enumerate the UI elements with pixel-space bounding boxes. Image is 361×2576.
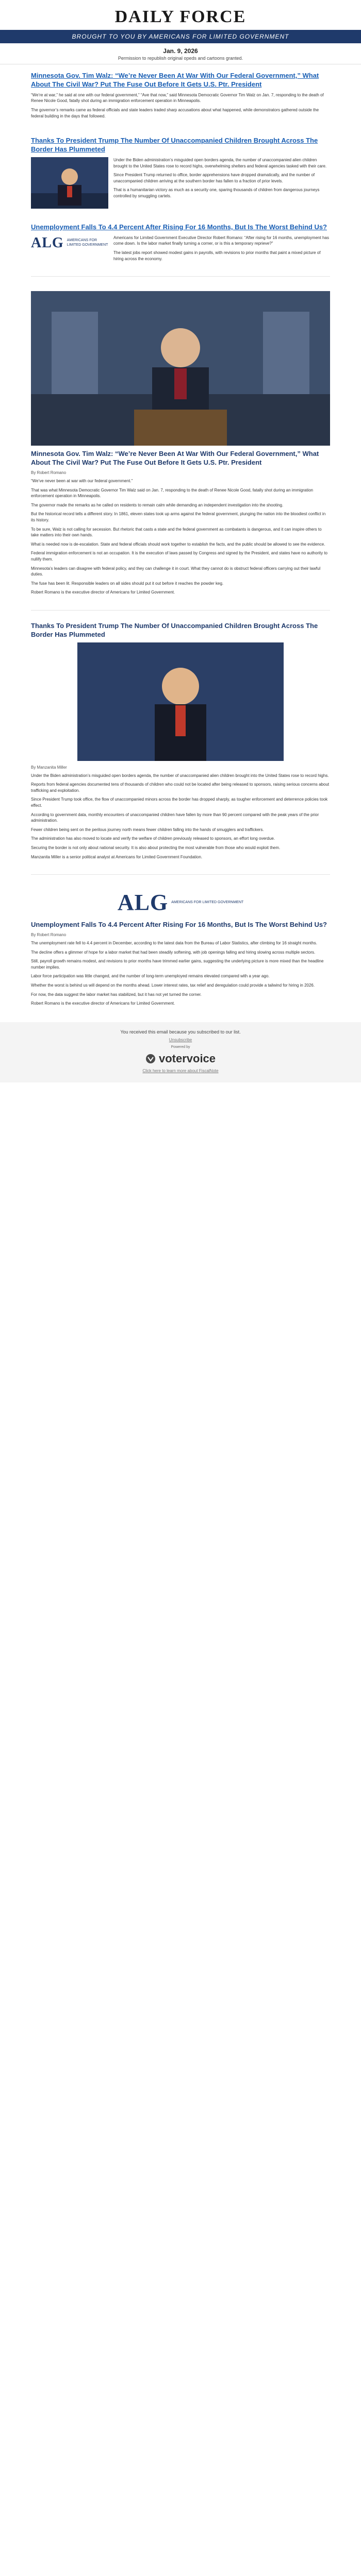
article-children-byline: By Manzanita Miller xyxy=(31,765,67,770)
summary-unemployment xyxy=(0,216,361,272)
summary-children-title[interactable]: Thanks To President Trump The Number Of Unaccompanied Children Brought Across The Border Has Plummeted xyxy=(31,137,318,154)
tagline-banner: BROUGHT TO YOU BY AMERICANS FOR LIMITED GOVERNMENT xyxy=(0,30,361,43)
email-footer xyxy=(0,1022,361,1082)
votervoice-icon xyxy=(145,1054,156,1064)
fiscalnote-link[interactable]: Click here to learn more about FiscalNote xyxy=(142,1068,219,1073)
paragraph: The decline offers a glimmer of hope for a labor market that had been steadily softening, with job openings falling and hiring slowing across multiple sectors. xyxy=(31,950,316,955)
paragraph: The governor made the remarks as he called on residents to remain calm while demanding an independent investigation into the shooting. xyxy=(31,502,284,507)
paragraph: For now, the data suggest the labor market has stabilized, but it has not yet turned the corner. xyxy=(31,992,202,997)
permission-note: Permission to republish original opeds and cartoons granted. xyxy=(118,56,243,61)
article-unemployment xyxy=(0,879,361,1017)
unsubscribe-link[interactable]: Unsubscribe xyxy=(169,1037,192,1042)
alg-subtitle: AMERICANS FOR LIMITED GOVERNMENT xyxy=(171,900,244,904)
paragraph: Since President Trump took office, the flow of unaccompanied minors across the border has dropped sharply, as tougher enforcement and deterrence policies took effect. xyxy=(31,797,328,808)
article-children xyxy=(0,615,361,870)
summary-unemployment-title[interactable]: Unemployment Falls To 4.4 Percent After Rising For 16 Months, But Is The Worst Behind Us? xyxy=(31,223,327,231)
divider xyxy=(31,610,330,611)
powered-by-label: Powered by xyxy=(171,1045,190,1049)
paragraph: Americans for Limited Government Executive Director Robert Romano: “After rising for 16 months, unemployment has come down. Is the labor market finally turning a corner, or is this a temporary reprieve?” xyxy=(113,235,329,246)
paragraph: “We’ve never been at war with our federal government.” xyxy=(31,478,133,483)
article-unemployment-body xyxy=(31,940,330,1007)
paragraph: Minnesota’s leaders can disagree with federal policy, and they can challenge it in court. What they cannot do is obstruct federal officers carrying out their lawful duties. xyxy=(31,566,321,577)
summary-children-body xyxy=(113,157,330,202)
paragraph: Under the Biden administration’s misguided open borders agenda, the number of unaccompanied alien children brought into the United States rose to record highs. xyxy=(31,773,329,778)
paragraph: Whether the worst is behind us will depend on the months ahead. Lower interest rates, tax relief and deregulation could provide a tailwind for hiring in 2026. xyxy=(31,983,315,988)
paragraph: The fuse has been lit. Responsible leaders on all sides should put it out before it reaches the powder keg. xyxy=(31,581,224,586)
paragraph: The latest jobs report showed modest gains in payrolls, with revisions to prior months that paint a mixed picture of hiring across the economy. xyxy=(113,250,321,261)
paragraph: The administration has also moved to locate and verify the welfare of children previously released to sponsors, an effort long overdue. xyxy=(31,836,275,841)
paragraph: But the historical record tells a different story. In 1861, eleven states took up arms against the federal government, plunging the nation into the bloodiest conflict in its history. xyxy=(31,512,326,522)
issue-date: Jan. 9, 2026 xyxy=(163,47,198,55)
votervoice-name: votervoice xyxy=(158,1052,216,1065)
article-walz-body xyxy=(31,478,330,596)
summary-children xyxy=(0,129,361,216)
article-walz-title: Minnesota Gov. Tim Walz: “We’re Never Been At War With Our Federal Government,” What About The Civil War? Put The Fuse Out Before It Gets U.S. Ptr. President xyxy=(31,450,319,467)
article-children-body xyxy=(31,773,330,860)
summary-walz-title[interactable]: Minnesota Gov. Tim Walz: “We’re Never Been At War With Our Federal Government,” What About The Civil War? Put The Fuse Out Before It Gets U.S. Ptr. President xyxy=(31,72,319,88)
alg-logo-large xyxy=(31,889,330,916)
logo-part1: DAILY xyxy=(114,7,174,26)
paragraph: Manzanita Miller is a senior political analyst at Americans for Limited Government Foundation. xyxy=(31,854,203,859)
paragraph: To be sure, Walz is not calling for secession. But rhetoric that casts a state and the federal government as combatants is dangerous, and it can inspire others to take matters into their own hands. xyxy=(31,527,322,538)
subscription-note: You received this email because you subscribed to our list. xyxy=(120,1029,241,1035)
article-walz-byline: By Robert Romano xyxy=(31,470,67,475)
divider xyxy=(31,874,330,875)
paragraph: Robert Romano is the executive director of Americans for Limited Government. xyxy=(31,590,175,595)
alg-letters: ALG xyxy=(31,234,64,251)
paragraph: That is a humanitarian victory as much as a security one, sparing thousands of children from dangerous journeys controlled by smuggling cartels. xyxy=(113,188,320,198)
trump-photo[interactable] xyxy=(77,642,284,761)
alg-subtitle: AMERICANS FOR LIMITED GOVERNMENT xyxy=(67,239,108,247)
article-unemployment-title: Unemployment Falls To 4.4 Percent After Rising For 16 Months, But Is The Worst Behind Us? xyxy=(31,921,327,929)
paragraph: That was what Minnesota Democratic Governor Tim Walz said on Jan. 7, responding to the death of Renee Nicole Good, fatally shot during an immigration enforcement operation in Minneapolis. xyxy=(31,487,314,499)
votervoice-logo[interactable] xyxy=(145,1052,216,1065)
logo-part2: FORCE xyxy=(179,7,247,26)
summary-walz-body xyxy=(31,92,330,119)
article-children-title: Thanks To President Trump The Number Of Unaccompanied Children Brought Across The Border Has Plummeted xyxy=(31,621,318,638)
paragraph: Since President Trump returned to office, border apprehensions have dropped dramatically, and the number of unaccompanied children arriving at the southern border has fallen to a fraction of prior levels. xyxy=(113,173,315,183)
daily-force-logo xyxy=(0,7,361,27)
email-page xyxy=(0,0,361,1082)
paragraph: The unemployment rate fell to 4.4 percent in December, according to the latest data from the Bureau of Labor Statistics, after climbing for 16 straight months. xyxy=(31,941,317,946)
walz-press-photo[interactable] xyxy=(31,291,330,446)
paragraph: What is needed now is de-escalation. State and federal officials should work together to establish the facts, and the public should be allowed to see the evidence. xyxy=(31,541,325,547)
paragraph: Federal immigration enforcement is not an occupation. It is the execution of laws passed by Congress and signed by the President, and states have no authority to nullify them. xyxy=(31,551,327,562)
paragraph: Reports from federal agencies documented tens of thousands of children who could not be located after being released to sponsors, raising serious concerns about trafficking and exploitation. xyxy=(31,782,330,793)
summary-unemployment-body xyxy=(113,235,330,265)
trump-photo-thumb[interactable] xyxy=(31,157,108,209)
paragraph: Still, payroll growth remains modest, and revisions to prior months have trimmed earlier gains, suggesting the underlying picture is more mixed than the headline number implies. xyxy=(31,959,324,970)
paragraph: According to government data, monthly encounters of unaccompanied children have fallen by more than 90 percent compared with the peak years of the prior administration. xyxy=(31,812,319,823)
masthead xyxy=(0,0,361,64)
paragraph: Fewer children being sent on the perilous journey north means fewer children falling into the hands of smugglers and traffickers. xyxy=(31,827,264,832)
alg-letters: ALG xyxy=(117,890,169,916)
paragraph: The governor’s remarks came as federal officials and state leaders traded sharp accusations about what happened, while demonstrators gathered outside the federal building in the days that followed. xyxy=(31,107,319,118)
paragraph: Securing the border is not only about national security. It is also about protecting the most vulnerable from those who would exploit them. xyxy=(31,845,281,851)
article-unemployment-byline: By Robert Romano xyxy=(31,933,67,938)
summary-walz xyxy=(0,64,361,129)
paragraph: Labor force participation was little changed, and the number of long-term unemployed remains elevated compared with a year ago. xyxy=(31,974,270,979)
paragraph: “We’re at war,” he said at one with our federal government,” “Ave that now,” said Minnesota Democratic Governor Tim Walz on Jan. 7, responding to the death of Renee Nicole Good, fatally shot during an immigration enforcement operation in Minneapolis. xyxy=(31,92,324,104)
paragraph: Under the Biden administration’s misguided open borders agenda, the number of unaccompanied alien children brought to the United States rose to record highs, overwhelming shelters and federal agencies tasked with their care. xyxy=(113,157,327,168)
article-walz xyxy=(0,281,361,606)
divider xyxy=(31,276,330,277)
alg-logo xyxy=(31,235,108,251)
paragraph: Robert Romano is the executive director of Americans for Limited Government. xyxy=(31,1001,175,1006)
